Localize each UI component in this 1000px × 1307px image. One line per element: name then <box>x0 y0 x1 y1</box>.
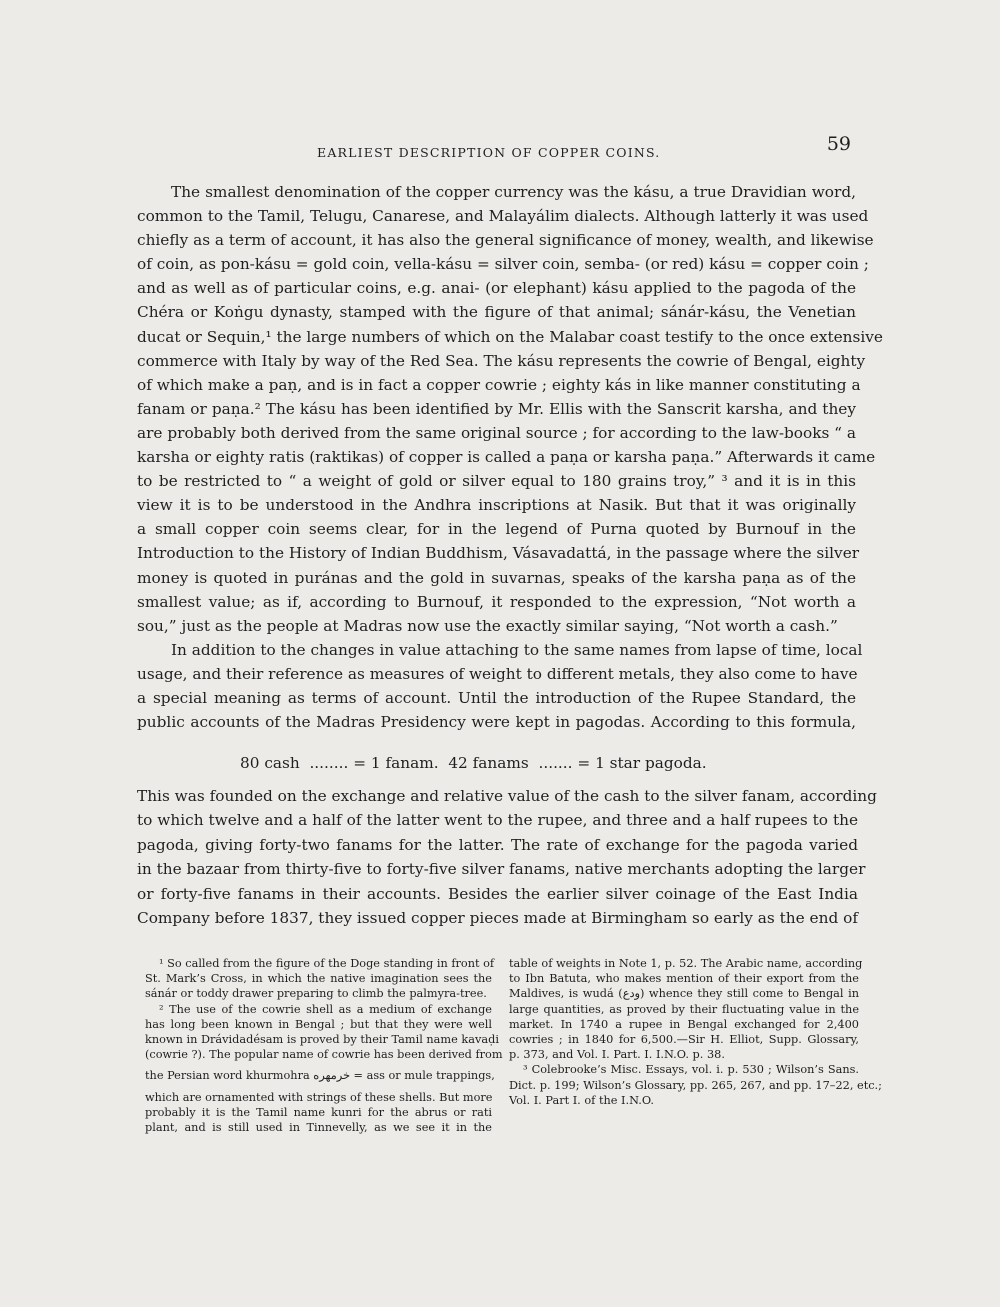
body-line: in the bazaar from thirty-five to forty-five silver fanams, native merchants adopting the larger <box>137 860 866 879</box>
body-line: to be restricted to “ a weight of gold or silver equal to 180 grains troy,” ³ and it is in this <box>137 472 856 491</box>
footnote-line: market. In 1740 a rupee in Bengal exchanged for 2,400 <box>509 1017 859 1031</box>
footnote-line: ¹ So called from the figure of the Doge standing in front of <box>159 957 495 970</box>
footnote-line: large quantities, as proved by their fluctuating value in the <box>509 1002 859 1016</box>
body-line: and as well as of particular coins, e.g. anai- (or elephant) kásu applied to the pagoda of the <box>137 279 856 298</box>
footnote-line: Vol. I. Part I. of the I.N.O. <box>509 1093 655 1107</box>
body-line: pagoda, giving forty-two fanams for the latter. The rate of exchange for the pagoda varied <box>137 835 858 854</box>
body-line: public accounts of the Madras Presidency were kept in pagodas. According to this formula, <box>137 713 856 732</box>
main-paragraphs <box>137 180 883 734</box>
body-line: In addition to the changes in value attaching to the same names from lapse of time, local <box>171 640 863 659</box>
body-line: of which make a paṇ, and is in fact a copper cowrie ; eighty kás in like manner constituting a <box>137 375 861 394</box>
body-line: smallest value; as if, according to Burnouf, it responded to the expression, “Not worth a <box>137 592 856 611</box>
body-line: karsha or eighty ratis (raktikas) of copper is called a paṇa or karsha paṇa.” Afterwards it came <box>137 448 876 467</box>
body-line: chiefly as a term of account, it has also the general significance of money, wealth, and likewise <box>137 231 874 250</box>
body-line: ducat or Sequin,¹ the large numbers of which on the Malabar coast testify to the once extensive <box>137 327 883 346</box>
body-line: The smallest denomination of the copper currency was the kásu, a true Dravidian word, <box>171 183 856 201</box>
footnote-line: ² The use of the cowrie shell as a medium of exchange <box>159 1002 492 1016</box>
continuation-paragraph <box>137 784 877 930</box>
body-line: Chéra or Koṅgu dynasty, stamped with the figure of that animal; sánár-kásu, the Venetian <box>137 303 856 322</box>
footnote-line: the Persian word khurmohra خرمهره = ass or mule trappings, <box>145 1069 495 1083</box>
footnote-line: plant, and is still used in Tinnevelly, as we see it in the <box>145 1121 492 1135</box>
footnote-line: table of weights in Note 1, p. 52. The Arabic name, according <box>509 957 863 970</box>
body-line: Company before 1837, they issued copper pieces made at Birmingham so early as the end of <box>137 909 858 928</box>
body-line: This was founded on the exchange and relative value of the cash to the silver fanam, according <box>137 787 877 805</box>
footnote-line: probably it is the Tamil name kunri for the abrus or rati <box>145 1105 492 1119</box>
body-line: a special meaning as terms of account. Until the introduction of the Rupee Standard, the <box>137 688 856 707</box>
footnote-line: ³ Colebrooke’s Misc. Essays, vol. i. p. 530 ; Wilson’s Sans. <box>523 1063 859 1077</box>
exchange-formula: 80 cash ........ = 1 fanam. 42 fanams ....... = 1 star pagoda. <box>240 754 707 772</box>
body-line: or forty-five fanams in their accounts. Besides the earlier silver coinage of the East India <box>137 884 858 903</box>
footnotes-left-column <box>145 956 503 1135</box>
footnote-line: to Ibn Batuta, who makes mention of their export from the <box>509 972 859 986</box>
footnotes-right-column <box>509 956 882 1108</box>
footnote-line: St. Mark’s Cross, in which the native imagination sees the <box>145 972 492 986</box>
running-title: EARLIEST DESCRIPTION OF COPPER COINS. <box>317 145 661 160</box>
body-line: of coin, as pon-kásu = gold coin, vella-kásu = silver coin, semba- (or red) kásu = copper coin ; <box>137 255 869 274</box>
footnote-line: has long been known in Bengal ; but that they were well <box>145 1017 492 1031</box>
footnote-line: sánár or toddy drawer preparing to climb the palmyra-tree. <box>145 987 487 1001</box>
footnote-line: known in Drávidadésam is proved by their Tamil name kavaḍi <box>145 1033 499 1047</box>
body-line: common to the Tamil, Telugu, Canarese, and Malayálim dialects. Although latterly it was used <box>137 207 869 226</box>
body-line: are probably both derived from the same original source ; for according to the law-books “ a <box>137 423 856 442</box>
body-line: to which twelve and a half of the latter went to the rupee, and three and a half rupees to the <box>137 811 858 830</box>
page-number: 59 <box>826 133 851 155</box>
body-line: a small copper coin seems clear, for in the legend of Purna quoted by Burnouf in the <box>137 520 856 539</box>
body-line: money is quoted in puránas and the gold in suvarnas, speaks of the karsha paṇa as of the <box>137 568 856 587</box>
footnote-line: which are ornamented with strings of these shells. But more <box>145 1090 493 1104</box>
body-line: view it is to be understood in the Andhra inscriptions at Nasik. But that it was originally <box>137 496 856 515</box>
body-line: sou,” just as the people at Madras now use the exactly similar saying, “Not worth a cash.” <box>137 616 838 635</box>
body-line: usage, and their reference as measures of weight to different metals, they also come to have <box>137 664 858 683</box>
footnote-line: (cowrie ?). The popular name of cowrie has been derived from <box>145 1048 503 1062</box>
page-header <box>137 133 857 163</box>
footnote-line: cowries ; in 1840 for 6,500.—Sir H. Elliot, Supp. Glossary, <box>509 1033 859 1047</box>
body-line: fanam or paṇa.² The kásu has been identified by Mr. Ellis with the Sanscrit karsha, and they <box>137 399 856 418</box>
body-line: commerce with Italy by way of the Red Sea. The kásu represents the cowrie of Bengal, eighty <box>137 351 866 370</box>
body-line: Introduction to the History of Indian Buddhism, Vásavadattá, in the passage where the silver <box>137 544 860 563</box>
footnote-line: Dict. p. 199; Wilson’s Glossary, pp. 265, 267, and pp. 17–22, etc.; <box>509 1078 882 1092</box>
footnote-line: p. 373, and Vol. I. Part. I. I.N.O. p. 38. <box>509 1048 725 1062</box>
footnote-line: Maldives, is wudá (ودع) whence they still come to Bengal in <box>509 987 860 1001</box>
